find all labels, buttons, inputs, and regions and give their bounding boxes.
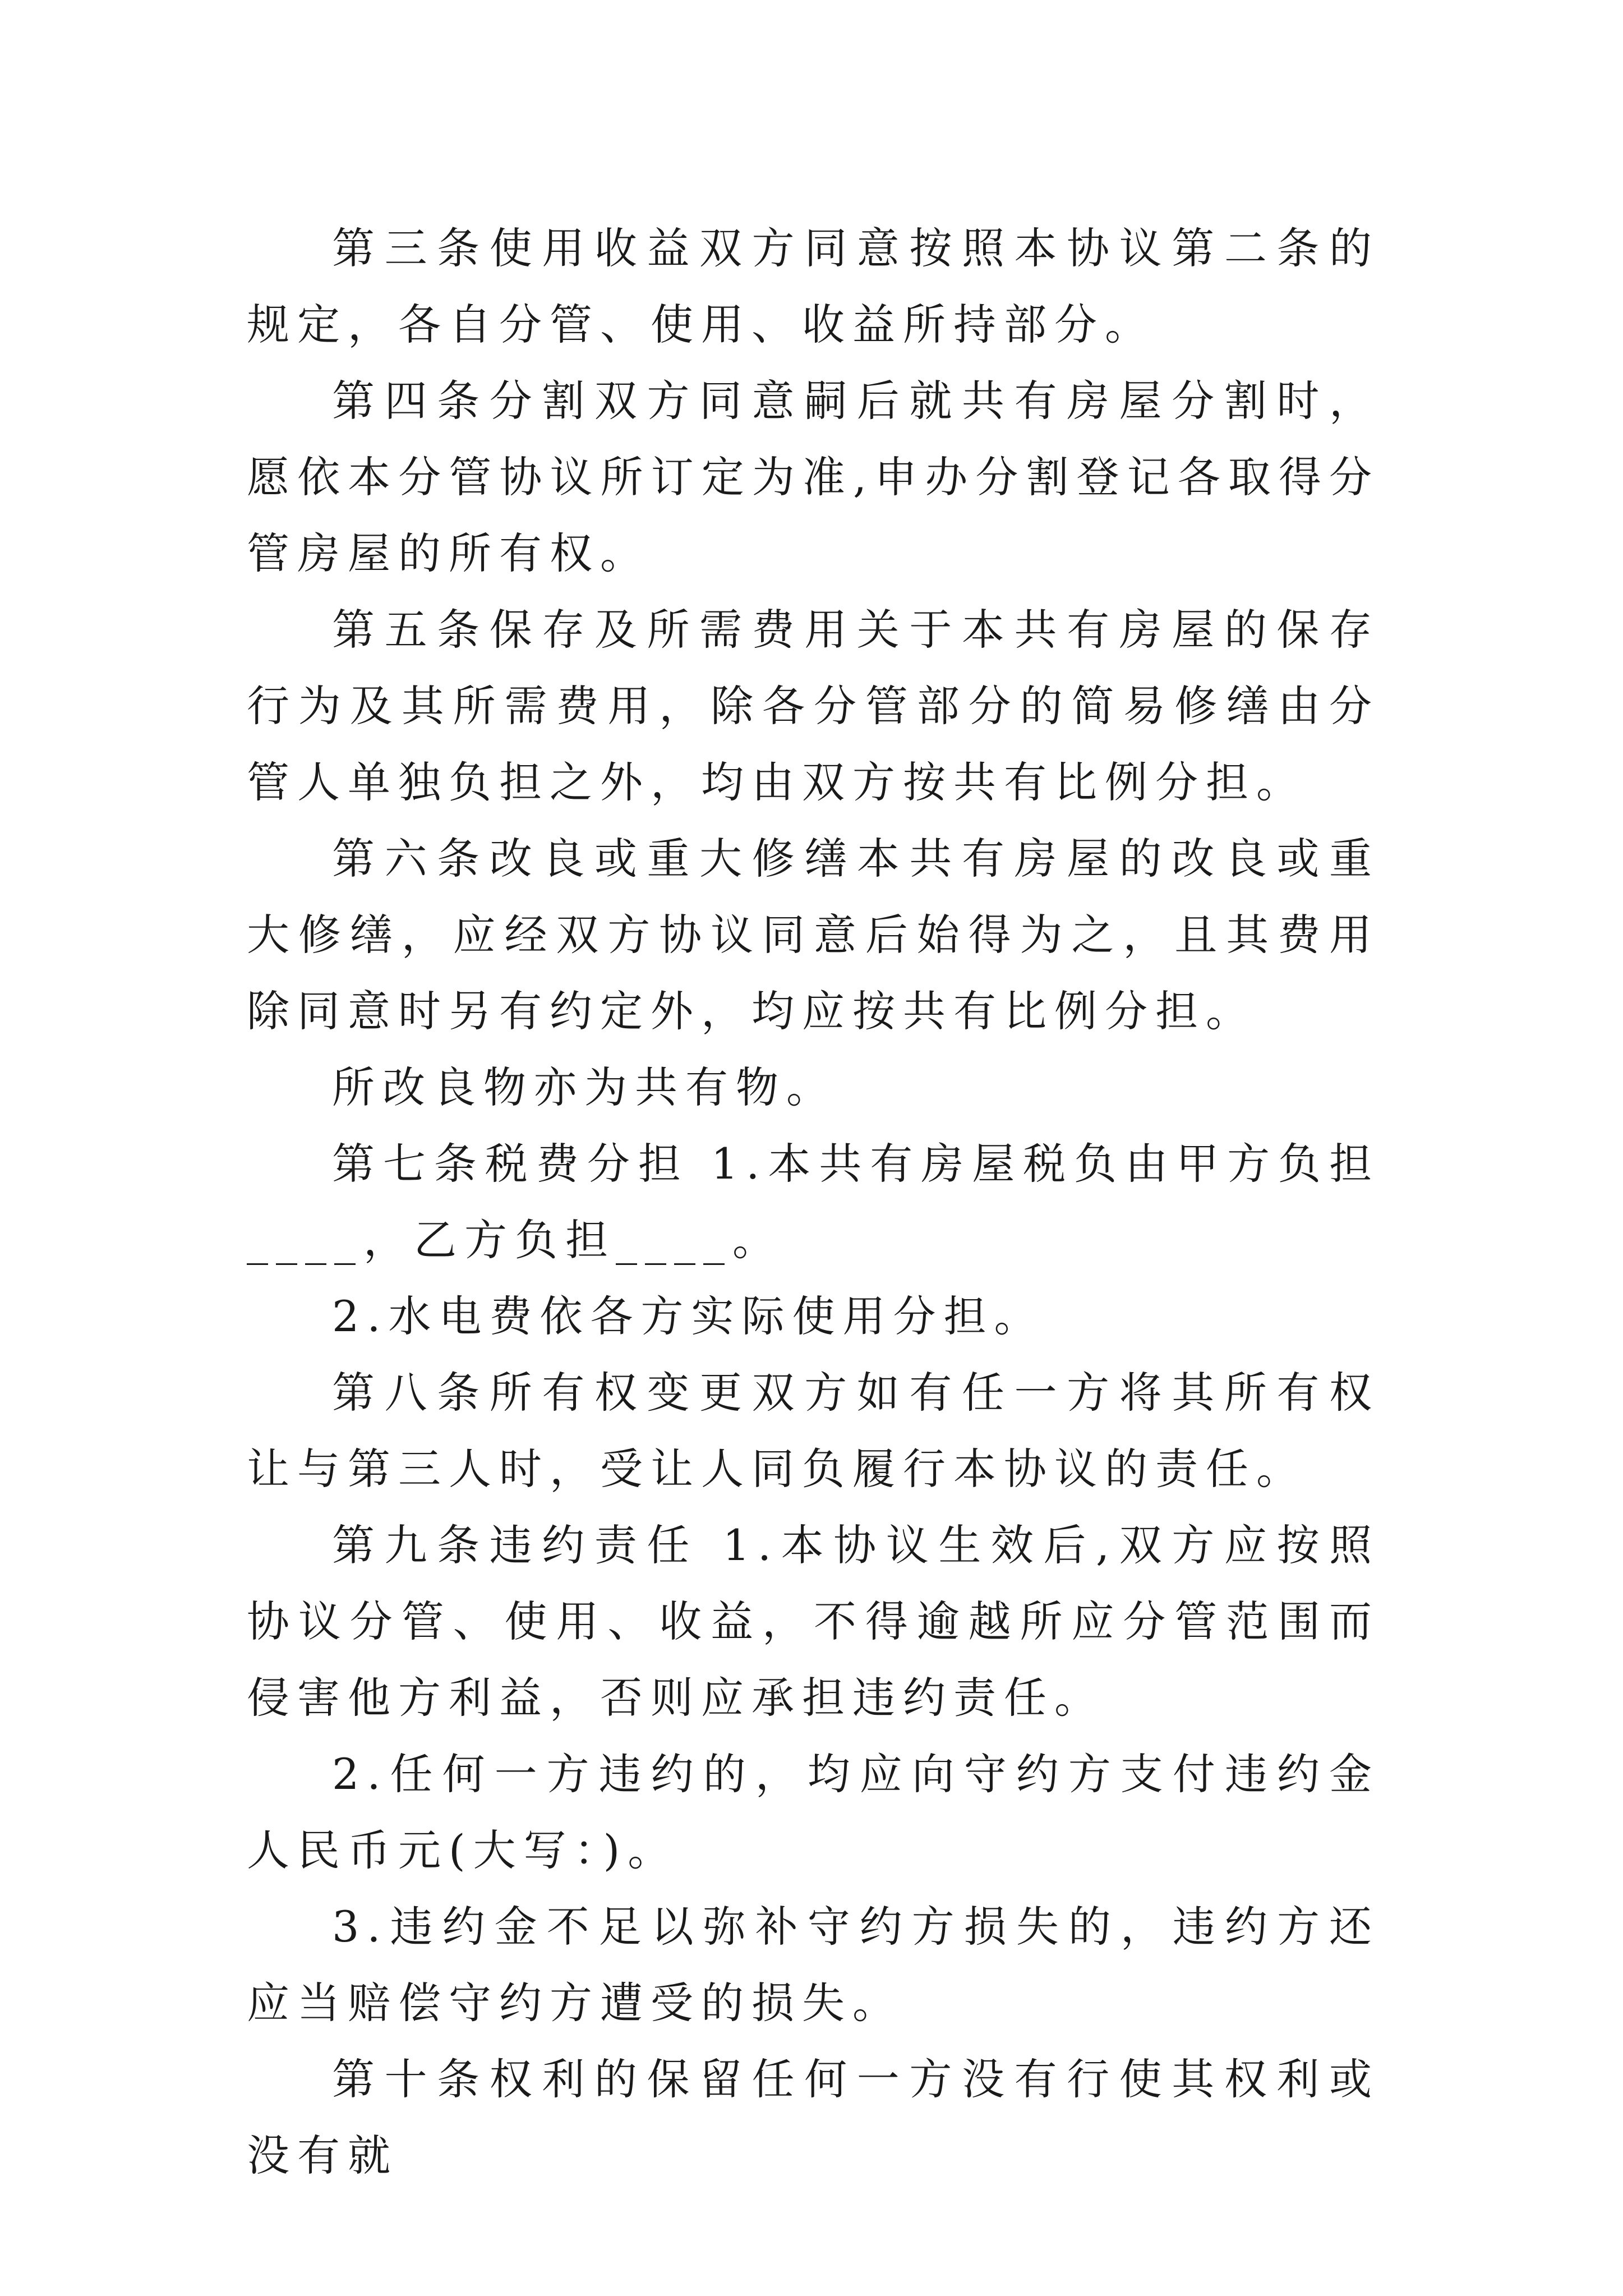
paragraph-article-9-item-2: 2.任何一方违约的，均应向守约方支付违约金人民币元(大写：)。	[247, 1749, 1380, 1875]
document-body	[247, 210, 1380, 2194]
paragraph-article-9: 第九条违约责任 1.本协议生效后,双方应按照协议分管、使用、收益，不得逾越所应分管范围而侵害他方利益，否则应承担违约责任。	[247, 1520, 1380, 1723]
paragraph-article-7-item-2: 2.水电费依各方实际使用分担。	[332, 1291, 1045, 1341]
paragraph-article-9-item-3: 3.违约金不足以弥补守约方损失的，违约方还应当赔偿守约方遭受的损失。	[247, 1902, 1380, 2028]
paragraph-article-3: 第三条使用收益双方同意按照本协议第二条的规定，各自分管、使用、收益所持部分。	[247, 223, 1380, 349]
paragraph-article-10: 第十条权利的保留任何一方没有行使其权利或没有就	[247, 2054, 1380, 2180]
paragraph-article-8: 第八条所有权变更双方如有任一方将其所有权让与第三人时，受让人同负履行本协议的责任。	[247, 1368, 1380, 1494]
paragraph-article-4: 第四条分割双方同意嗣后就共有房屋分割时，愿依本分管协议所订定为准,申办分割登记各取得分管房屋的所有权。	[247, 376, 1380, 578]
paragraph-article-5: 第五条保存及所需费用关于本共有房屋的保存行为及其所需费用，除各分管部分的简易修缮由分管人单独负担之外，均由双方按共有比例分担。	[247, 605, 1380, 807]
paragraph-improvements: 所改良物亦为共有物。	[332, 1062, 837, 1112]
paragraph-article-7: 第七条税费分担 1.本共有房屋税负由甲方负担____，乙方负担____。	[247, 1139, 1380, 1265]
paragraph-article-6: 第六条改良或重大修缮本共有房屋的改良或重大修缮，应经双方协议同意后始得为之，且其费用除同意时另有约定外，均应按共有比例分担。	[247, 834, 1380, 1036]
